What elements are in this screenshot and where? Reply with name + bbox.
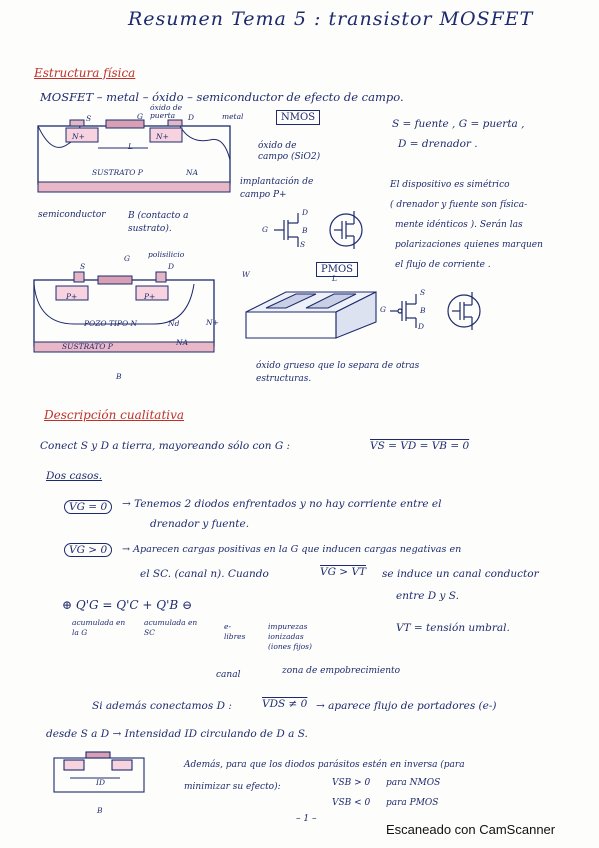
nmos-sym-b: B [302,226,308,235]
nmos-sym-g: G [262,225,268,234]
impurezas: impurezas ionizadas (iones fijos) [268,622,312,651]
note-s-g: S = fuente , G = puerta , [392,118,525,130]
note-p5: el flujo de corriente . [395,260,491,270]
pmos-tag: PMOS [316,262,358,277]
acc-g: acumulada en la G [72,618,126,637]
pmos-label-na: NA [176,338,188,347]
pmos-label-d: D [168,262,175,271]
camscanner-watermark: Escaneado con CamScanner [386,822,556,837]
pmos-label-s: S [80,262,86,271]
nmos-label-substrate: SUSTRATO P [92,168,143,177]
vt-def: VT = tensión umbral. [396,622,510,634]
nmos-ann-implant: implantación de campo P+ [240,177,314,200]
small-b: B [97,806,103,815]
nmos-label-na: NA [186,168,198,177]
case2-cond: VG > 0 [64,543,112,557]
nmos-ann-oxido: óxido de campo (SiO2) [258,141,321,162]
pmos-label-g: G [124,254,130,263]
case1-cond: VG = 0 [64,500,112,514]
para-pmos: para PMOS [386,798,439,808]
nmos-tag: NMOS [276,110,320,125]
vds-label: VDS ≠ 0 [262,698,308,710]
pmos-symbol [380,286,490,336]
vsb1: VSB > 0 [332,778,371,788]
para-nmos: para NMOS [386,778,441,788]
section-description-heading: Descripción cualitativa [44,408,185,422]
nmos-label-n1: N+ [72,132,85,141]
nmos-label-d: D [188,113,195,122]
nmos-label-g: G [137,112,143,121]
conect-eq: VS = VD = VB = 0 [370,440,470,452]
nmos-label-n2: N+ [156,132,169,141]
desde-text: desde S a D → Intensidad ID circulando de D a S. [46,728,308,740]
iso-label-l: L [332,274,337,283]
nmos-label-oxido-puerta: óxido de puerta [150,103,183,120]
pmos-ann-oxido: óxido grueso que lo separa de otras estructuras. [256,361,420,384]
ademas-text1: Además, para que los diodos parásitos estén en inversa (para [184,760,465,770]
pmos-label-b: B [116,372,122,381]
iso-label-w: W [242,270,250,279]
nmos-sym-d: D [302,208,309,217]
nmos-label-metal: metal [222,112,244,121]
nmos-cross-section [30,112,240,204]
pmos-label-p1: P+ [66,292,78,301]
vsb2: VSB < 0 [332,798,371,808]
channel-sketch [50,746,150,804]
section-structure-heading: Estructura física [34,66,136,80]
note-p1: El dispositivo es simétrico [390,180,510,190]
isometric-sketch [236,272,386,342]
zona-label: zona de empobrecimiento [282,666,401,676]
case1-text2: drenador y fuente. [150,518,250,530]
nmos-label-s: S [86,114,92,123]
pmos-label-substrate: SUSTRATO P [62,342,113,351]
case2-text2: el SC. (canal n). Cuando [140,568,269,580]
case2-vgvt: VG > VT [320,566,367,578]
case1-text1: → Tenemos 2 diodos enfrentados y no hay corriente entre el [122,498,442,510]
note-p2: ( drenador y fuente son física- [390,200,528,210]
pmos-label-p2: P+ [144,292,156,301]
small-id: ID [96,778,105,787]
pmos-label-well: POZO TIPO N [84,319,138,328]
pmos-sym-g: G [380,305,386,314]
si-ademas: Si además conectamos D : [92,700,232,712]
case2-text1: → Aparecen cargas positivas en la G que inducen cargas negativas en [122,544,462,555]
case2-text3: se induce un canal conductor [382,568,539,580]
e-libres: e- libres [224,622,246,641]
charge-equation: ⊕ Q'G = Q'C + Q'B ⊖ [62,598,193,612]
note-p3: mente idénticos ). Serán las [395,220,523,230]
pmos-sym-s: S [420,288,426,297]
page-title: Resumen Tema 5 : transistor MOSFET [128,8,534,30]
note-p4: polarizaciones quienes marquen [395,240,543,250]
dos-casos: Dos casos. [46,470,103,482]
nmos-ann-b: B (contacto a sustrato). [128,211,189,234]
nmos-label-l: L [128,142,133,151]
pmos-sym-d: D [418,322,425,331]
nmos-symbol [262,205,372,255]
pmos-label-nd: Nd [168,319,180,328]
canal-label: canal [216,670,241,680]
note-d: D = drenador . [398,138,478,150]
acc-sc: acumulada en SC [144,618,198,637]
pmos-cross-section [28,268,228,368]
nmos-sym-s: S [300,240,306,249]
case2-text4: entre D y S. [396,590,459,602]
pmos-label-poly: polisilicio [148,250,185,259]
conect-text: Conect S y D a tierra, mayoreando sólo con G : [40,440,291,452]
page-number: – 1 – [296,814,317,824]
pmos-label-nplus: N+ [206,318,219,327]
nmos-ann-semis: semiconductor [38,210,106,220]
ademas-text2: minimizar su efecto): [184,782,281,792]
flujo-text: → aparece flujo de portadores (e-) [316,700,497,712]
mosfet-definition: MOSFET – metal – óxido – semiconductor de efecto de campo. [40,90,404,104]
pmos-sym-b: B [420,306,426,315]
